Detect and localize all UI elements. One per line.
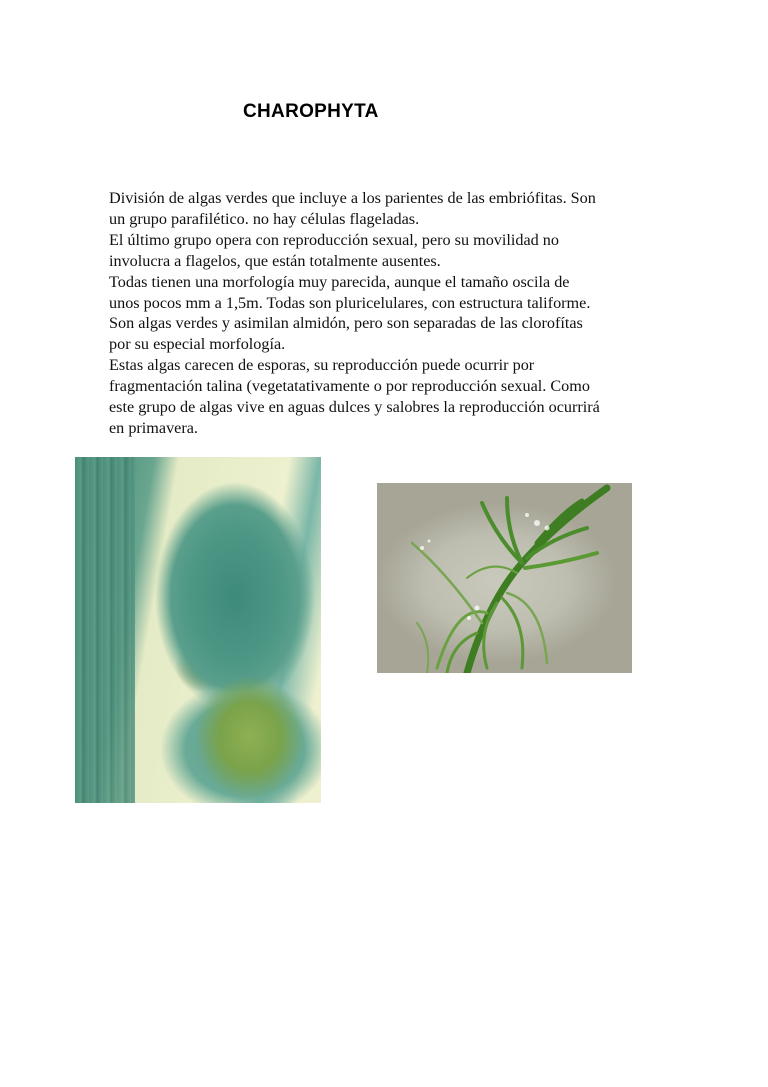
algae-stem-detail [75,457,135,803]
text-line: Estas algas carecen de esporas, su reproducción puede ocurrir por [109,356,535,375]
text-line: involucra a flagelos, que están totalmente ausentes. [109,251,441,270]
text-line: este grupo de algas vive en aguas dulces y salobres la reproducción ocurrirá [109,398,600,417]
text-line: por su especial morfología. [109,335,286,354]
text-line: Todas tienen una morfología muy parecida, aunque el tamaño oscila de [109,272,570,291]
text-line: fragmentación talina (vegetatativamente o por reproducción sexual. Como [109,377,590,396]
text-line: El último grupo opera con reproducción sexual, pero su movilidad no [109,230,559,249]
text-line: en primavera. [109,418,198,437]
text-line: División de algas verdes que incluye a los parientes de las embriófitas. Son [109,189,596,207]
microscope-algae-image [75,457,321,803]
algae-plant-image [377,483,632,673]
text-line: un grupo parafilético. no hay células flageladas. [109,209,420,228]
text-line: Son algas verdes y asimilan almidón, pero son separadas de las clorofítas [109,314,583,333]
page-title: CHAROPHYTA [243,101,379,122]
algae-branches-graphic [377,483,632,673]
text-line: unos pocos mm a 1,5m. Todas son pluricelulares, con estructura taliforme. [109,293,591,312]
body-paragraph [109,188,679,439]
